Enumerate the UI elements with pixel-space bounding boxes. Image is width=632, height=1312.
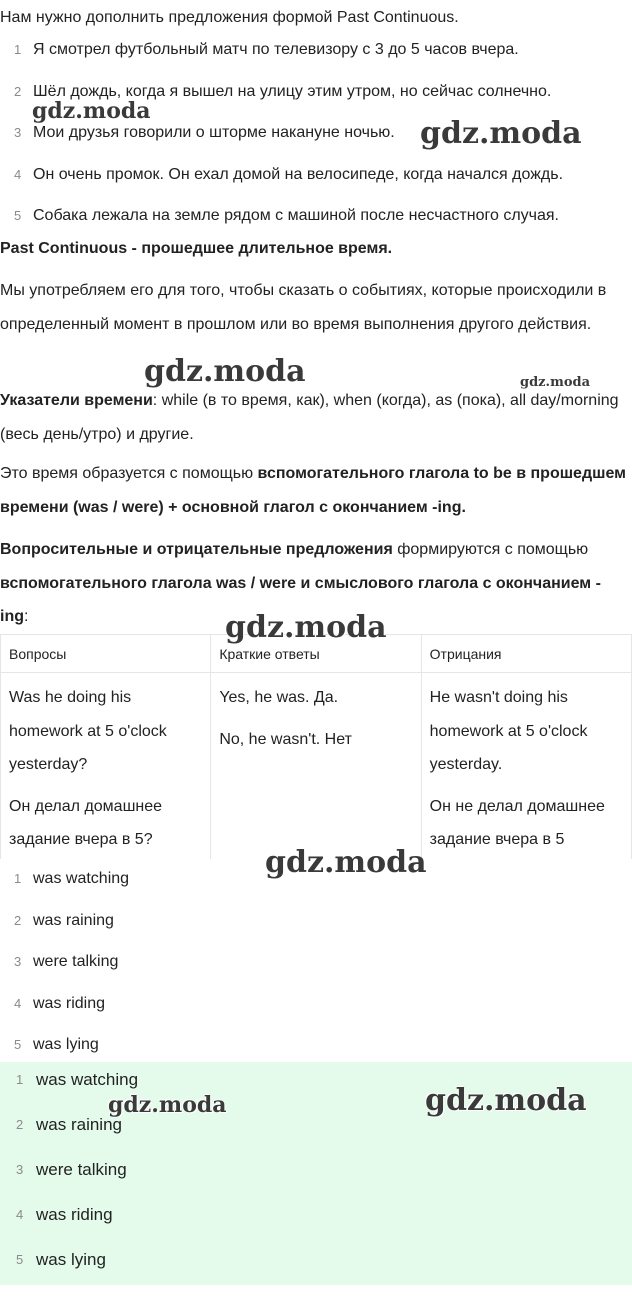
watermark: gdz.moda [32,98,151,124]
short-answers-cell [211,673,421,860]
formation-rule: вспомогательного глагола to be в прошедшем времени (was / were) + основной глагол с окончанием -ing [0,465,626,516]
column-header-short-answers: Краткие ответы [211,635,421,673]
item-text: Собака лежала на земле рядом с машиной после несчастного случая. [33,207,559,224]
list-item [0,1205,632,1225]
intro-text: Нам нужно дополнить предложения формой Past Continuous. [0,9,459,26]
negation-russian: Он не делал домашнее задание вчера в 5 [429,797,605,848]
list-item [0,869,632,889]
table-row [1,673,632,860]
questions-paragraph [0,533,628,634]
questions-rule: вспомогательного глагола was / were и смыслового глагола с окончанием -ing [0,574,601,625]
questions-cell [1,673,211,860]
list-item [0,1035,632,1055]
item-number: 5 [14,208,22,223]
formation-end: . [461,498,466,516]
item-text: was riding [36,1205,113,1224]
question-russian: Он делал домашнее задание вчера в 5? [9,797,163,848]
list-item [0,952,632,972]
item-text: was watching [36,1070,139,1089]
item-text: Я смотрел футбольный матч по телевизору с 3 до 5 часов вчера. [33,41,519,58]
watermark: gdz.moda [144,354,306,389]
item-text: was raining [36,1115,122,1134]
item-number: 4 [14,995,22,1011]
time-markers-label: Указатели времени [0,392,153,409]
time-markers-text: : while (в то время, как), when (когда), as (пока), all day/morning (весь день/утро) и другие. [0,392,619,443]
list-item [0,123,632,143]
watermark: gdz.moda [425,1083,587,1118]
item-text: was watching [33,870,130,887]
questions-text: формируются с помощью [392,541,589,558]
item-number: 4 [14,166,22,182]
item-text: was lying [33,1036,99,1053]
answer-list [0,869,632,1077]
watermark: gdz.moda [520,375,591,390]
item-number: 2 [16,1117,24,1132]
item-text: was lying [36,1250,106,1269]
item-number: 3 [14,125,22,140]
watermark: gdz.moda [265,845,427,880]
watermark: gdz.moda [420,116,582,151]
negation-english: He wasn't doing his homework at 5 o'clock yesterday. [429,689,588,773]
item-number: 1 [14,871,22,886]
list-item [0,911,632,931]
item-text: was raining [33,911,114,929]
column-header-questions: Вопросы [1,635,211,673]
list-item [0,40,632,60]
item-number: 1 [14,42,22,57]
usage-paragraph: Мы употребляем его для того, чтобы сказать о событиях, которые происходили в определенный момент в прошлом или во время выполнения другого действия. [0,282,607,333]
item-number: 3 [16,1162,24,1177]
time-markers-paragraph [0,384,628,451]
negations-cell [421,673,631,860]
watermark: gdz.moda [225,610,387,645]
formation-text: Это время образуется с помощью [0,465,258,482]
item-number: 5 [14,1037,22,1052]
highlighted-answer-list [0,1070,632,1295]
column-header-negations: Отрицания [421,635,631,673]
grammar-table [0,634,632,859]
item-number: 5 [16,1252,24,1267]
item-text: Шёл дождь, когда я вышел на улицу этим утром, но сейчас солнечно. [33,82,552,100]
list-item [0,165,632,185]
table-header-row [1,635,632,673]
questions-label: Вопросительные и отрицательные предложения [0,541,393,558]
section-heading: Past Continuous - прошедшее длительное время. [0,240,393,257]
list-item [0,206,632,226]
item-number: 3 [14,954,22,969]
sentence-list [0,40,632,248]
list-item [0,1250,632,1270]
item-number: 2 [14,912,22,928]
item-text: were talking [33,953,119,970]
question-english: Was he doing his homework at 5 o'clock yesterday? [9,689,167,773]
list-item [0,82,632,102]
item-number: 2 [14,83,22,99]
list-item [0,1070,632,1090]
list-item [0,1160,632,1180]
questions-end: : [24,608,29,625]
item-text: was riding [33,994,106,1012]
list-item [0,994,632,1014]
list-item [0,1115,632,1135]
short-answer-no: No, he wasn't. Нет [219,730,352,748]
short-answer-yes: Yes, he was. Да. [219,689,339,706]
item-number: 4 [16,1207,24,1222]
watermark: gdz.moda [108,1092,227,1118]
item-text: Мои друзья говорили о шторме накануне ночью. [33,124,395,141]
item-number: 1 [16,1072,24,1087]
formation-paragraph [0,457,628,524]
item-text: were talking [36,1160,127,1179]
item-text: Он очень промок. Он ехал домой на велосипеде, когда начался дождь. [33,165,564,183]
